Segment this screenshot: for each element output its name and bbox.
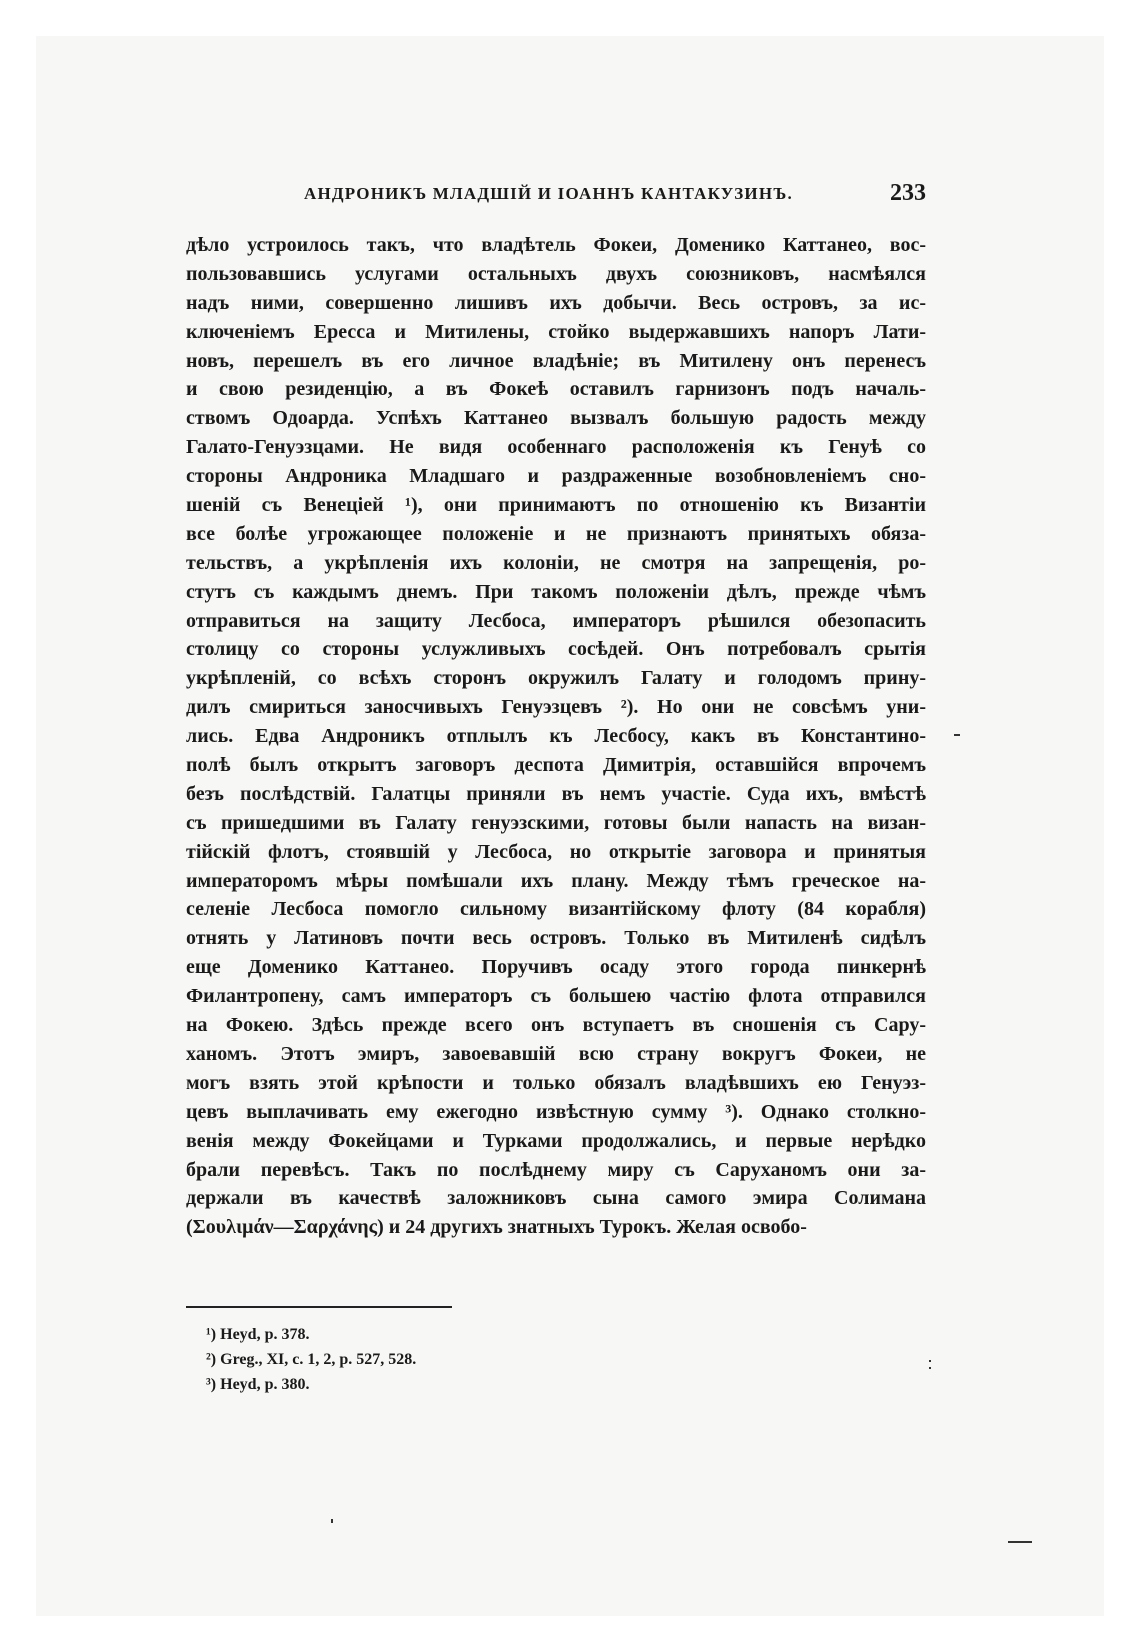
text-line: (Σουλιμάν—Σαρχάνης) и 24 другихъ знатныхъ Турокъ. Желая освобо-: [186, 1216, 807, 1239]
text-line: столицу со стороны услужливыхъ сосѣдей. Онъ потребовалъ срытія: [186, 638, 926, 661]
text-line: еще Доменико Каттанео. Поручивъ осаду этого города пинкернѣ: [186, 956, 926, 979]
text-line: ханомъ. Этотъ эмиръ, завоевавшій всю страну вокругъ Фокеи, не: [186, 1042, 926, 1065]
scan-speck: [331, 1519, 333, 1523]
text-line: безъ послѣдствій. Галатцы приняли въ немъ участіе. Суда ихъ, вмѣстѣ: [186, 782, 926, 805]
text-line: стороны Андроника Младшаго и раздраженные возобновленіемъ сно-: [186, 465, 926, 488]
text-line: могъ взять этой крѣпости и только обязалъ владѣвшихъ ею Генуэз-: [186, 1071, 926, 1094]
text-line: отнять у Латиновъ почти весь островъ. Только въ Митиленѣ сидѣлъ: [186, 927, 926, 950]
body-text: [186, 231, 926, 1242]
text-line: селеніе Лесбоса помогло сильному византійскому флоту (84 корабля): [186, 898, 926, 921]
footnotes: [206, 1322, 706, 1397]
scan-speck: [1008, 1541, 1032, 1543]
scan-speck: [929, 1360, 931, 1362]
running-title: АНДРОНИКЪ МЛАДШІЙ И ІОАННЪ КАНТАКУЗИНЪ.: [304, 184, 793, 203]
text-line: новъ, перешелъ въ его личное владѣніе; въ Митилену онъ перенесъ: [186, 349, 926, 372]
text-line: пользовавшись услугами остальныхъ двухъ союзниковъ, насмѣялся: [186, 262, 926, 285]
text-line: стутъ съ каждымъ днемъ. При такомъ положеніи дѣлъ, прежде чѣмъ: [186, 580, 926, 603]
text-line: дѣло устроилось такъ, что владѣтель Фокеи, Доменико Каттанео, вос-: [186, 234, 926, 256]
text-line: укрѣпленій, со всѣхъ сторонъ окружилъ Галату и голодомъ прину-: [186, 667, 926, 690]
text-line: тельствъ, а укрѣпленія ихъ колоніи, не смотря на запрещенія, ро-: [186, 551, 926, 574]
page-header: [186, 180, 926, 210]
page-number: 233: [890, 180, 926, 206]
text-line: полѣ былъ открытъ заговоръ деспота Димитрія, оставшійся впрочемъ: [186, 754, 926, 777]
text-line: и свою резиденцію, а въ Фокеѣ оставилъ гарнизонъ подъ началь-: [186, 378, 926, 401]
text-line: Филантропену, самъ императоръ съ большею частію флота отправился: [186, 985, 926, 1008]
text-line: шеній съ Венеціей ¹), они принимаютъ по отношенію къ Византіи: [186, 494, 926, 517]
text-line: держали въ качествѣ заложниковъ сына самого эмира Солимана: [186, 1187, 926, 1210]
text-line: надъ ними, совершенно лишивъ ихъ добычи. Весь островъ, за ис-: [186, 291, 926, 314]
text-line: цевъ выплачивать ему ежегодно извѣстную сумму ³). Однако столкно-: [186, 1100, 926, 1123]
text-line: отправиться на защиту Лесбоса, императоръ рѣшился обезопасить: [186, 609, 926, 632]
footnote: ³) Heyd, p. 380.: [206, 1376, 310, 1393]
text-line: императоромъ мѣры помѣшали ихъ плану. Между тѣмъ греческое на-: [186, 869, 926, 892]
text-line: брали перевѣсъ. Такъ по послѣднему миру съ Саруханомъ они за-: [186, 1158, 926, 1181]
text-line: тійскій флотъ, стоявшій у Лесбоса, но открытіе заговора и принятыя: [186, 840, 926, 863]
text-line: венія между Фокейцами и Турками продолжались, и первые нерѣдко: [186, 1129, 926, 1152]
text-line: дилъ смириться заносчивыхъ Генуэзцевъ ²). Но они не совсѣмъ уни-: [186, 696, 926, 719]
text-line: лись. Едва Андроникъ отплылъ къ Лесбосу, какъ въ Константино-: [186, 725, 926, 748]
scan-speck: [929, 1367, 931, 1369]
text-line: ключеніемъ Ересса и Митилены, стойко выдержавшихъ напоръ Лати-: [186, 320, 926, 343]
footnote-divider: [186, 1306, 452, 1308]
text-line: съ пришедшими въ Галату генуэзскими, готовы были напасть на визан-: [186, 811, 926, 834]
text-line: все болѣе угрожающее положеніе и не признаютъ принятыхъ обяза-: [186, 522, 926, 545]
footnote: ²) Greg., XI, c. 1, 2, p. 527, 528.: [206, 1351, 417, 1368]
footnote: ¹) Heyd, p. 378.: [206, 1326, 310, 1343]
scan-speck: [954, 734, 960, 736]
text-line: Галато-Генуэзцами. Не видя особеннаго расположенія къ Генуѣ со: [186, 436, 926, 459]
text-line: ствомъ Одоарда. Успѣхъ Каттанео вызвалъ большую радость между: [186, 407, 926, 430]
text-line: на Фокею. Здѣсь прежде всего онъ вступаетъ въ сношенія съ Сару-: [186, 1014, 926, 1037]
